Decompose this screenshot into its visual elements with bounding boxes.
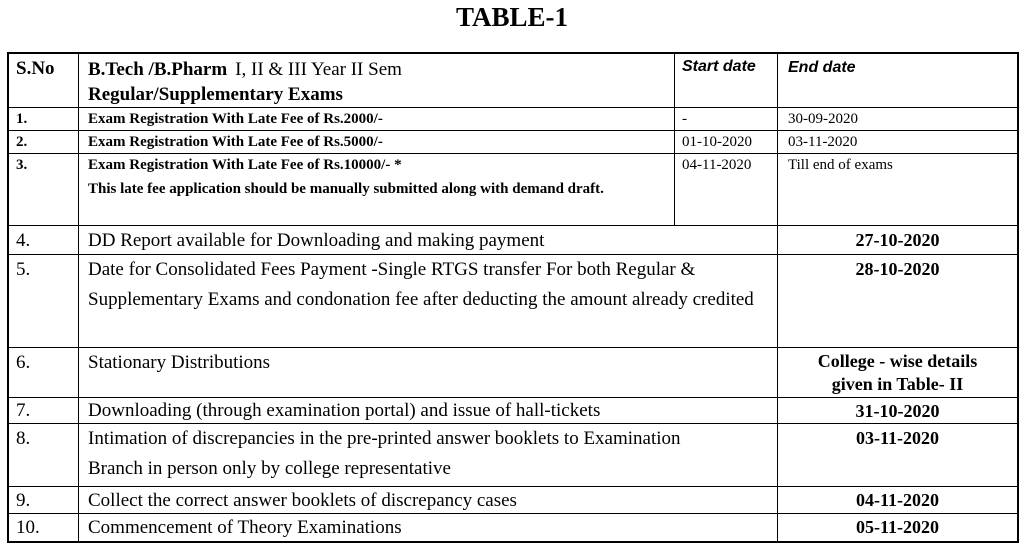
row-description: Intimation of discrepancies in the pre-printed answer booklets to Examination Branch in person only by college representative xyxy=(79,424,778,486)
row-note: This late fee application should be manually submitted along with demand draft. xyxy=(88,181,604,197)
row-sno: 3. xyxy=(9,154,79,225)
row-start-date: 04-11-2020 xyxy=(675,154,778,225)
row-sno: 9. xyxy=(9,487,79,513)
header-course-suffix: I, II & III Year II Sem xyxy=(235,59,402,80)
header-course-prefix: B.Tech /B.Pharm xyxy=(88,59,228,80)
row-sno: 10. xyxy=(9,514,79,541)
row-date: 03-11-2020 xyxy=(856,428,939,448)
row-description-text: Exam Registration With Late Fee of Rs.10000/- * xyxy=(88,157,402,173)
row-start-date: - xyxy=(675,108,778,130)
row-sno: 6. xyxy=(9,348,79,397)
table-header-row xyxy=(9,54,1017,108)
row-description: DD Report available for Downloading and making payment xyxy=(79,226,778,254)
row-description: Commencement of Theory Examinations xyxy=(79,514,778,541)
row-description: Exam Registration With Late Fee of Rs.2000/- xyxy=(79,108,675,130)
row-sno: 7. xyxy=(9,398,79,423)
row-description: Date for Consolidated Fees Payment -Single RTGS transfer For both Regular & Supplementary Exams and condonation fee after deducting the amount already credited xyxy=(79,255,778,347)
row-date: 27-10-2020 xyxy=(855,230,940,250)
row-date: College - wise details given in Table- II xyxy=(817,351,978,394)
table-row xyxy=(9,398,1017,424)
row-date: 28-10-2020 xyxy=(855,259,940,279)
row-end-date: 30-09-2020 xyxy=(788,111,858,127)
table-row xyxy=(9,154,1017,226)
row-description: Collect the correct answer booklets of discrepancy cases xyxy=(79,487,778,513)
table-row xyxy=(9,108,1017,131)
row-date: 04-11-2020 xyxy=(856,490,939,510)
table-row xyxy=(9,255,1017,348)
table-row xyxy=(9,348,1017,398)
table-row xyxy=(9,226,1017,255)
row-end-date: 03-11-2020 xyxy=(788,134,858,150)
table-row xyxy=(9,487,1017,514)
row-description: Downloading (through examination portal) and issue of hall-tickets xyxy=(79,398,778,423)
row-sno: 5. xyxy=(9,255,79,347)
header-exams: Regular/Supplementary Exams xyxy=(88,84,343,105)
row-date: 31-10-2020 xyxy=(855,401,940,421)
table-row xyxy=(9,131,1017,154)
table-row xyxy=(9,424,1017,487)
table-row xyxy=(9,514,1017,541)
header-sno: S.No xyxy=(9,54,79,107)
row-description: Stationary Distributions xyxy=(79,348,778,397)
schedule-table xyxy=(7,52,1019,543)
row-sno: 4. xyxy=(9,226,79,254)
row-start-date: 01-10-2020 xyxy=(675,131,778,153)
row-sno: 2. xyxy=(9,131,79,153)
row-date: 05-11-2020 xyxy=(856,517,939,537)
row-sno: 1. xyxy=(9,108,79,130)
row-description: Exam Registration With Late Fee of Rs.5000/- xyxy=(79,131,675,153)
header-end-date: End date xyxy=(788,59,856,76)
row-description xyxy=(79,154,675,225)
page-title: TABLE-1 xyxy=(455,2,569,32)
row-end-date: Till end of exams xyxy=(788,157,893,173)
row-sno: 8. xyxy=(9,424,79,486)
header-start-date: Start date xyxy=(675,54,778,107)
header-course xyxy=(79,54,675,107)
